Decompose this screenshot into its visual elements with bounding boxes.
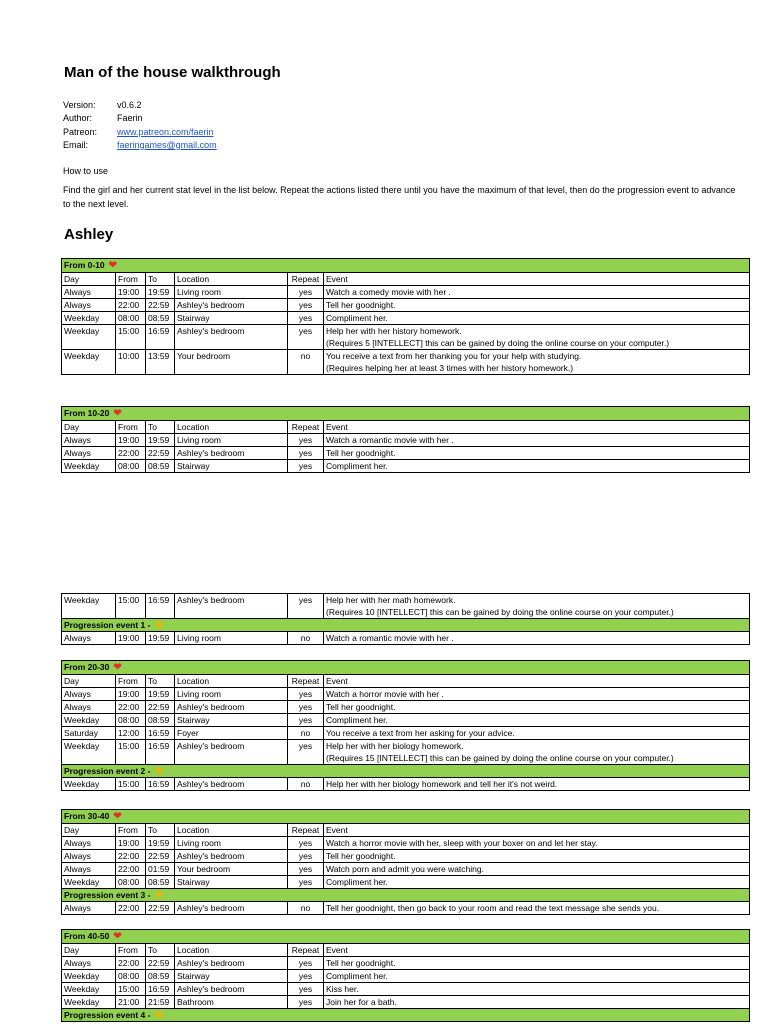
character-heading: Ashley <box>64 226 114 243</box>
from-cell: 12:00 <box>116 727 146 740</box>
from-cell: 15:00 <box>116 325 146 350</box>
column-header: From <box>116 944 146 957</box>
event-cell: Help her with her math homework. (Requires 10 [INTELLECT] this can be gained by doing the online course on your computer.) <box>324 594 750 619</box>
column-header: Day <box>62 824 116 837</box>
repeat-cell: yes <box>288 434 324 447</box>
location-cell: Living room <box>175 286 288 299</box>
repeat-cell: yes <box>288 701 324 714</box>
to-cell: 01:59 <box>146 863 175 876</box>
location-cell: Ashley's bedroom <box>175 957 288 970</box>
table-row <box>62 714 750 727</box>
table-row <box>62 434 750 447</box>
event-cell: Tell her goodnight. <box>324 299 750 312</box>
to-cell: 08:59 <box>146 970 175 983</box>
repeat-cell: yes <box>288 325 324 350</box>
column-header: Repeat <box>288 824 324 837</box>
day-cell: Always <box>62 863 116 876</box>
to-cell: 22:59 <box>146 701 175 714</box>
table-row <box>62 701 750 714</box>
repeat-cell: no <box>288 778 324 791</box>
repeat-cell: yes <box>288 996 324 1009</box>
day-cell: Always <box>62 957 116 970</box>
column-header: Repeat <box>288 421 324 434</box>
day-cell: Always <box>62 286 116 299</box>
repeat-cell: yes <box>288 594 324 619</box>
repeat-cell: no <box>288 350 324 375</box>
walkthrough-table <box>61 593 750 645</box>
repeat-cell: no <box>288 632 324 645</box>
table-row <box>62 325 750 350</box>
star-icon: ★ <box>154 1009 165 1021</box>
from-cell: 08:00 <box>116 460 146 473</box>
progression-label: Progression event 1 - ★ <box>62 619 750 632</box>
column-header-row <box>62 824 750 837</box>
from-cell: 22:00 <box>116 299 146 312</box>
event-cell: Watch porn and admit you were watching. <box>324 863 750 876</box>
from-cell: 19:00 <box>116 434 146 447</box>
day-cell: Weekday <box>62 325 116 350</box>
day-cell: Always <box>62 837 116 850</box>
email-row: Email: faeringames@gmail.com <box>63 139 217 152</box>
to-cell: 16:59 <box>146 727 175 740</box>
location-cell: Stairway <box>175 876 288 889</box>
column-header: Day <box>62 944 116 957</box>
table-row <box>62 447 750 460</box>
star-icon: ★ <box>154 889 165 901</box>
day-cell: Weekday <box>62 460 116 473</box>
level-label: From 30-40 ❤ <box>62 810 750 824</box>
how-to-use-heading: How to use <box>63 166 109 176</box>
from-cell: 19:00 <box>116 688 146 701</box>
instructions-text: Find the girl and her current stat level in the list below. Repeat the actions listed there until you have the maximum of that level, then do the progression event to advance to the next level. <box>63 185 736 209</box>
from-cell: 08:00 <box>116 714 146 727</box>
event-cell: Compliment her. <box>324 714 750 727</box>
day-cell: Always <box>62 850 116 863</box>
to-cell: 19:59 <box>146 688 175 701</box>
from-cell: 15:00 <box>116 740 146 765</box>
repeat-cell: yes <box>288 312 324 325</box>
location-cell: Stairway <box>175 312 288 325</box>
day-cell: Weekday <box>62 970 116 983</box>
event-cell: Compliment her. <box>324 970 750 983</box>
column-header: Day <box>62 675 116 688</box>
repeat-cell: yes <box>288 286 324 299</box>
author-value: Faerin <box>117 113 143 124</box>
to-cell: 21:59 <box>146 996 175 1009</box>
version-value: v0.6.2 <box>117 100 142 110</box>
column-header: Day <box>62 421 116 434</box>
repeat-cell: yes <box>288 850 324 863</box>
day-cell: Weekday <box>62 740 116 765</box>
table-row <box>62 299 750 312</box>
event-cell: You receive a text from her thanking you for your help with studying. (Requires helping her at least 3 times with her history homework.) <box>324 350 750 375</box>
progression-row <box>62 765 750 778</box>
heart-icon: ❤ <box>113 811 122 822</box>
to-cell: 22:59 <box>146 299 175 312</box>
to-cell: 19:59 <box>146 434 175 447</box>
location-cell: Your bedroom <box>175 350 288 375</box>
table-row <box>62 996 750 1009</box>
star-icon: ★ <box>154 619 165 631</box>
document-metadata <box>63 99 217 152</box>
column-header: To <box>146 273 175 286</box>
version-row: Version: v0.6.2 <box>63 99 217 112</box>
column-header: Repeat <box>288 944 324 957</box>
page-title: Man of the house walkthrough <box>64 64 281 81</box>
column-header: Location <box>175 824 288 837</box>
repeat-cell: yes <box>288 688 324 701</box>
progression-row <box>62 619 750 632</box>
table-row <box>62 876 750 889</box>
location-cell: Ashley's bedroom <box>175 778 288 791</box>
location-cell: Ashley's bedroom <box>175 850 288 863</box>
walkthrough-table <box>61 929 750 1022</box>
from-cell: 15:00 <box>116 983 146 996</box>
walkthrough-table <box>61 809 750 915</box>
from-cell: 22:00 <box>116 701 146 714</box>
table-row <box>62 594 750 619</box>
location-cell: Ashley's bedroom <box>175 902 288 915</box>
from-cell: 22:00 <box>116 902 146 915</box>
day-cell: Weekday <box>62 996 116 1009</box>
from-cell: 22:00 <box>116 863 146 876</box>
location-cell: Living room <box>175 632 288 645</box>
day-cell: Weekday <box>62 594 116 619</box>
column-header: To <box>146 421 175 434</box>
repeat-cell: yes <box>288 714 324 727</box>
to-cell: 16:59 <box>146 594 175 619</box>
day-cell: Always <box>62 632 116 645</box>
from-cell: 15:00 <box>116 594 146 619</box>
heart-icon: ❤ <box>108 260 118 271</box>
to-cell: 13:59 <box>146 350 175 375</box>
from-cell: 08:00 <box>116 312 146 325</box>
column-header: Event <box>324 273 750 286</box>
to-cell: 08:59 <box>146 460 175 473</box>
level-header-row <box>62 810 750 824</box>
event-cell: You receive a text from her asking for your advice. <box>324 727 750 740</box>
progression-label: Progression event 4 - ★ <box>62 1009 750 1022</box>
to-cell: 08:59 <box>146 714 175 727</box>
table-row <box>62 460 750 473</box>
repeat-cell: yes <box>288 876 324 889</box>
event-cell: Tell her goodnight, then go back to your room and read the text message she sends you. <box>324 902 750 915</box>
table-row <box>62 850 750 863</box>
progression-label: Progression event 2 - ★ <box>62 765 750 778</box>
table-row <box>62 740 750 765</box>
repeat-cell: yes <box>288 957 324 970</box>
from-cell: 22:00 <box>116 447 146 460</box>
table-row <box>62 983 750 996</box>
location-cell: Stairway <box>175 460 288 473</box>
day-cell: Weekday <box>62 312 116 325</box>
day-cell: Always <box>62 447 116 460</box>
table-row <box>62 632 750 645</box>
from-cell: 19:00 <box>116 632 146 645</box>
progression-row <box>62 1009 750 1022</box>
repeat-cell: yes <box>288 740 324 765</box>
event-cell: Tell her goodnight. <box>324 701 750 714</box>
to-cell: 08:59 <box>146 312 175 325</box>
level-label: From 20-30 ❤ <box>62 661 750 675</box>
to-cell: 16:59 <box>146 325 175 350</box>
column-header-row <box>62 421 750 434</box>
event-cell: Compliment her. <box>324 312 750 325</box>
patreon-row: Patreon: www.patreon.com/faerin <box>63 126 217 139</box>
progression-row <box>62 889 750 902</box>
from-cell: 19:00 <box>116 837 146 850</box>
event-cell: Tell her goodnight. <box>324 957 750 970</box>
location-cell: Stairway <box>175 970 288 983</box>
day-cell: Weekday <box>62 983 116 996</box>
from-cell: 21:00 <box>116 996 146 1009</box>
table-row <box>62 957 750 970</box>
from-cell: 22:00 <box>116 850 146 863</box>
to-cell: 08:59 <box>146 876 175 889</box>
event-cell: Watch a comedy movie with her . <box>324 286 750 299</box>
repeat-cell: yes <box>288 447 324 460</box>
level-label: From 10-20 ❤ <box>62 407 750 421</box>
from-cell: 10:00 <box>116 350 146 375</box>
column-header-row <box>62 273 750 286</box>
event-cell: Compliment her. <box>324 876 750 889</box>
table-row <box>62 863 750 876</box>
event-cell: Watch a horror movie with her . <box>324 688 750 701</box>
column-header: To <box>146 824 175 837</box>
repeat-cell: yes <box>288 983 324 996</box>
level-header-row <box>62 407 750 421</box>
to-cell: 22:59 <box>146 850 175 863</box>
to-cell: 16:59 <box>146 778 175 791</box>
walkthrough-table <box>61 660 750 791</box>
column-header: Event <box>324 944 750 957</box>
event-cell: Join her for a bath. <box>324 996 750 1009</box>
to-cell: 22:59 <box>146 902 175 915</box>
event-cell: Kiss her. <box>324 983 750 996</box>
table-row <box>62 350 750 375</box>
column-header: Location <box>175 421 288 434</box>
repeat-cell: no <box>288 727 324 740</box>
location-cell: Ashley's bedroom <box>175 594 288 619</box>
day-cell: Weekday <box>62 876 116 889</box>
location-cell: Bathroom <box>175 996 288 1009</box>
column-header: Event <box>324 421 750 434</box>
column-header: To <box>146 675 175 688</box>
location-cell: Foyer <box>175 727 288 740</box>
event-cell: Help her with her history homework. (Requires 5 [INTELLECT] this can be gained by doing the online course on your computer.) <box>324 325 750 350</box>
author-row: Author: Faerin <box>63 112 217 125</box>
repeat-cell: yes <box>288 837 324 850</box>
location-cell: Ashley's bedroom <box>175 740 288 765</box>
table-row <box>62 286 750 299</box>
location-cell: Living room <box>175 688 288 701</box>
column-header: Event <box>324 675 750 688</box>
column-header: Day <box>62 273 116 286</box>
progression-label: Progression event 3 - ★ <box>62 889 750 902</box>
event-cell: Tell her goodnight. <box>324 447 750 460</box>
level-header-row <box>62 259 750 273</box>
column-header-row <box>62 944 750 957</box>
heart-icon: ❤ <box>113 408 122 419</box>
repeat-cell: yes <box>288 970 324 983</box>
day-cell: Weekday <box>62 714 116 727</box>
table-row <box>62 837 750 850</box>
column-header-row <box>62 675 750 688</box>
event-cell: Compliment her. <box>324 460 750 473</box>
column-header: From <box>116 824 146 837</box>
table-row <box>62 688 750 701</box>
day-cell: Saturday <box>62 727 116 740</box>
day-cell: Always <box>62 902 116 915</box>
location-cell: Ashley's bedroom <box>175 299 288 312</box>
to-cell: 22:59 <box>146 957 175 970</box>
event-cell: Watch a horror movie with her, sleep with your boxer on and let her stay. <box>324 837 750 850</box>
event-cell: Tell her goodnight. <box>324 850 750 863</box>
event-cell: Help her with her biology homework and tell her it's not weird. <box>324 778 750 791</box>
table-row <box>62 902 750 915</box>
day-cell: Always <box>62 688 116 701</box>
day-cell: Always <box>62 701 116 714</box>
column-header: From <box>116 675 146 688</box>
table-row <box>62 727 750 740</box>
repeat-cell: no <box>288 902 324 915</box>
event-cell: Watch a romantic movie with her . <box>324 632 750 645</box>
level-header-row <box>62 930 750 944</box>
walkthrough-table <box>61 406 750 473</box>
walkthrough-table <box>61 258 750 375</box>
to-cell: 19:59 <box>146 286 175 299</box>
column-header: From <box>116 421 146 434</box>
to-cell: 19:59 <box>146 632 175 645</box>
event-cell: Help her with her biology homework. (Requires 15 [INTELLECT] this can be gained by doing the online course on your computer.) <box>324 740 750 765</box>
from-cell: 22:00 <box>116 957 146 970</box>
location-cell: Living room <box>175 837 288 850</box>
repeat-cell: yes <box>288 299 324 312</box>
day-cell: Always <box>62 299 116 312</box>
table-row <box>62 778 750 791</box>
patreon-link[interactable]: www.patreon.com/faerin <box>117 126 214 137</box>
to-cell: 22:59 <box>146 447 175 460</box>
heart-icon: ❤ <box>113 662 122 673</box>
location-cell: Your bedroom <box>175 863 288 876</box>
repeat-cell: yes <box>288 460 324 473</box>
to-cell: 16:59 <box>146 740 175 765</box>
location-cell: Stairway <box>175 714 288 727</box>
day-cell: Always <box>62 434 116 447</box>
star-icon: ★ <box>154 765 165 777</box>
column-header: Location <box>175 944 288 957</box>
column-header: Location <box>175 675 288 688</box>
event-cell: Watch a romantic movie with her . <box>324 434 750 447</box>
day-cell: Weekday <box>62 350 116 375</box>
from-cell: 08:00 <box>116 876 146 889</box>
location-cell: Ashley's bedroom <box>175 701 288 714</box>
location-cell: Ashley's bedroom <box>175 447 288 460</box>
table-row <box>62 312 750 325</box>
column-header: From <box>116 273 146 286</box>
day-cell: Weekday <box>62 778 116 791</box>
level-label: From 0-10 ❤ <box>62 259 750 273</box>
repeat-cell: yes <box>288 863 324 876</box>
from-cell: 08:00 <box>116 970 146 983</box>
location-cell: Ashley's bedroom <box>175 983 288 996</box>
column-header: Repeat <box>288 273 324 286</box>
level-label: From 40-50 ❤ <box>62 930 750 944</box>
from-cell: 19:00 <box>116 286 146 299</box>
location-cell: Living room <box>175 434 288 447</box>
column-header: Location <box>175 273 288 286</box>
column-header: Event <box>324 824 750 837</box>
level-header-row <box>62 661 750 675</box>
location-cell: Ashley's bedroom <box>175 325 288 350</box>
column-header: To <box>146 944 175 957</box>
email-link[interactable]: faeringames@gmail.com <box>117 139 217 150</box>
to-cell: 16:59 <box>146 983 175 996</box>
heart-icon: ❤ <box>113 931 122 942</box>
from-cell: 15:00 <box>116 778 146 791</box>
to-cell: 19:59 <box>146 837 175 850</box>
column-header: Repeat <box>288 675 324 688</box>
table-row <box>62 970 750 983</box>
